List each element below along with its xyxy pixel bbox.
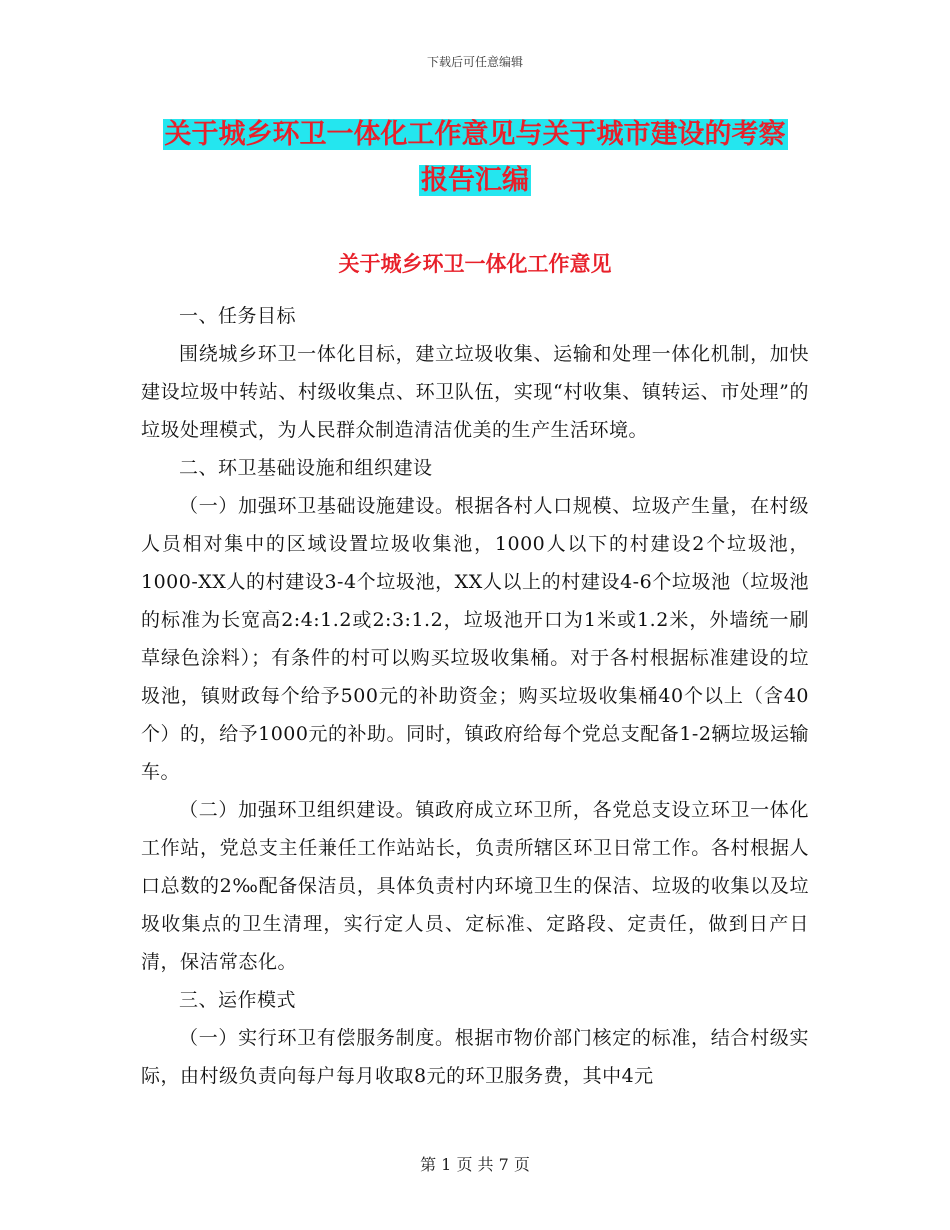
paragraph: 围绕城乡环卫一体化目标，建立垃圾收集、运输和处理一体化机制，加快建设垃圾中转站、村级收集点、环卫队伍，实现“村收集、镇转运、市处理”的垃圾处理模式，为人民群众制造清洁优美的生产生活环境。 xyxy=(141,343,809,441)
document-title-line-2: 报告汇编 xyxy=(421,165,529,196)
page-header: 下载后可任意编辑 xyxy=(426,55,523,69)
document-title xyxy=(140,112,810,204)
document-body xyxy=(141,297,809,1095)
paragraph: （一）加强环卫基础设施建设。根据各村人口规模、垃圾产生量，在村级人员相对集中的区域设置垃圾收集池，1000人以下的村建设2个垃圾池，1000-XX人的村建设3-4个垃圾池，XX人以上的村建设4-6个垃圾池（垃圾池的标准为长宽高2:4:1.2或2:3:1.2，垃圾池开口为1米或1.2米，外墙统一刷草绿色涂料）；有条件的村可以购买垃圾收集桶。对于各村根据标准建设的垃圾池，镇财政每个给予500元的补助资金；购买垃圾收集桶40个以上（含40个）的，给予1000元的补助。同时，镇政府给每个党总支配备1-2辆垃圾运输车。 xyxy=(141,495,809,783)
paragraph: （二）加强环卫组织建设。镇政府成立环卫所，各党总支设立环卫一体化工作站，党总支主任兼任工作站站长，负责所辖区环卫日常工作。各村根据人口总数的2‰配备保洁员，具体负责村内环境卫生的保洁、垃圾的收集以及垃圾收集点的卫生清理，实行定人员、定标准、定路段、定责任，做到日产日清，保洁常态化。 xyxy=(141,799,809,973)
page-number-footer: 第 1 页 共 7 页 xyxy=(420,1155,530,1174)
heading-task-goals: 一、任务目标 xyxy=(179,305,297,327)
heading-operation-mode: 三、运作模式 xyxy=(179,989,297,1011)
paragraph: （一）实行环卫有偿服务制度。根据市物价部门核定的标准，结合村级实际，由村级负责向每户每月收取8元的环卫服务费，其中4元 xyxy=(141,1027,809,1087)
document-title-line-1: 关于城乡环卫一体化工作意见与关于城市建设的考察 xyxy=(164,119,786,150)
heading-infrastructure: 二、环卫基础设施和组织建设 xyxy=(179,457,433,479)
section-title: 关于城乡环卫一体化工作意见 xyxy=(338,251,612,276)
